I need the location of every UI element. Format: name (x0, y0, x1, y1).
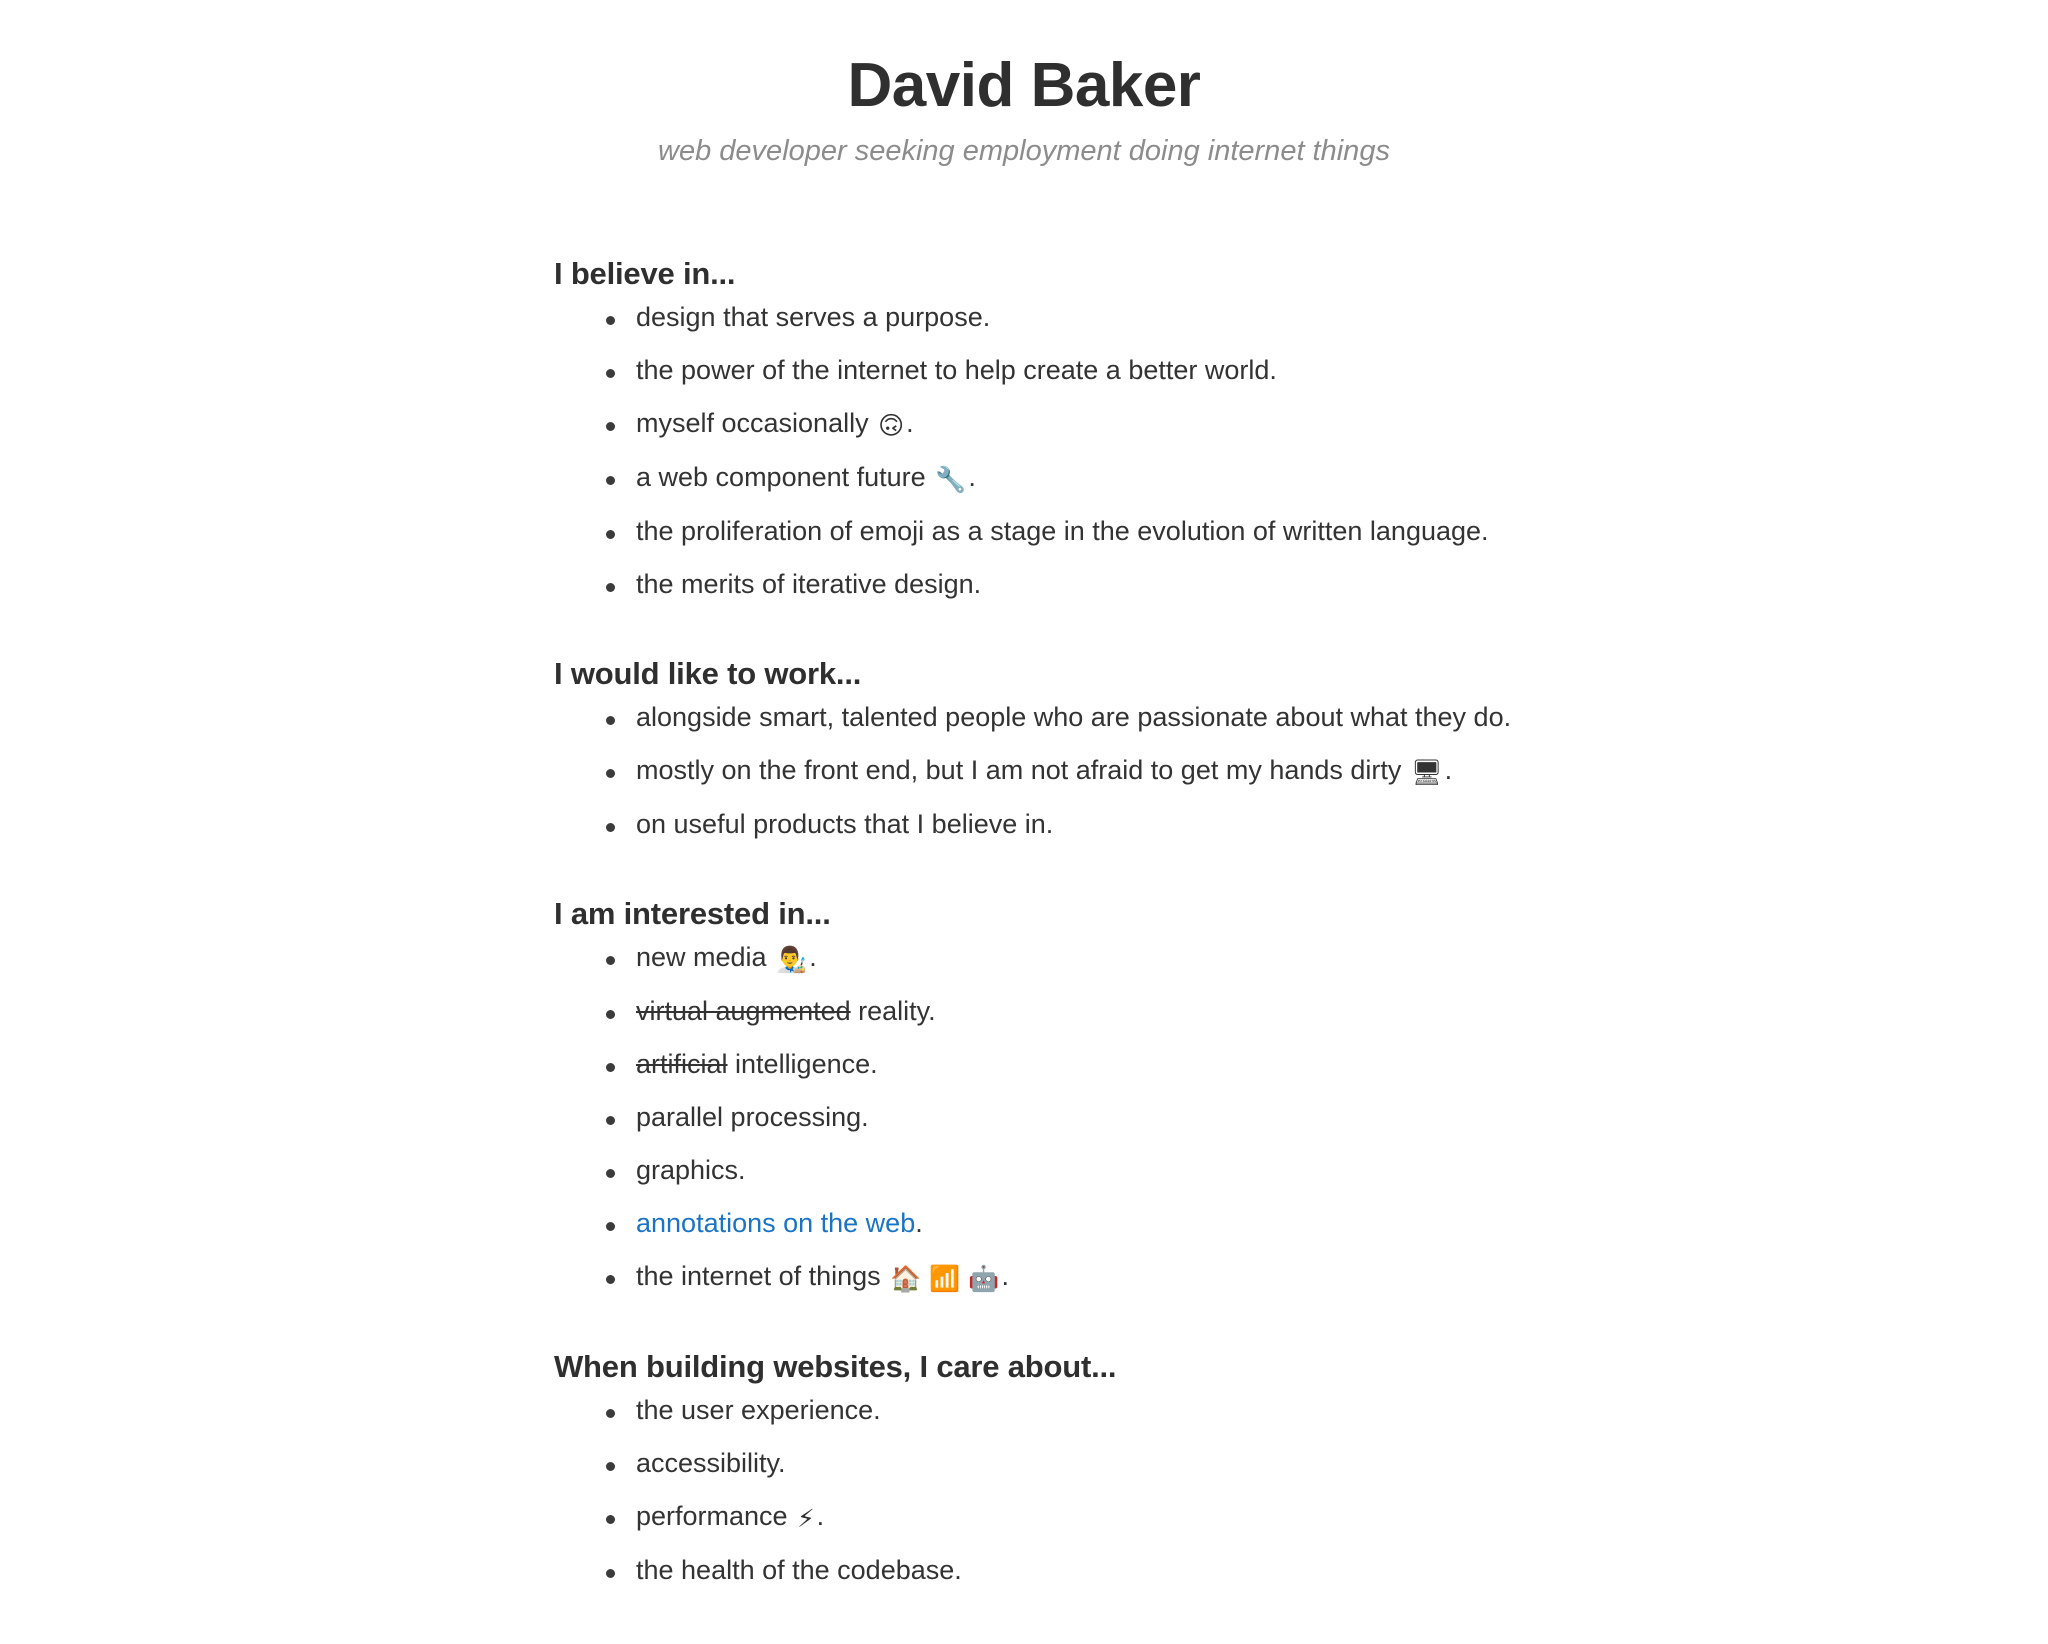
list-item-suffix: . (906, 408, 914, 439)
list-item-text: intelligence. (727, 1049, 878, 1080)
list-item (554, 1210, 1734, 1237)
list-item-text: the proliferation of emoji as a stage in the evolution of written language. (636, 516, 1489, 547)
section-i-believe-in (554, 256, 1734, 598)
list-item-text: on useful products that I believe in. (636, 809, 1054, 840)
list-item (554, 1157, 1734, 1184)
high-voltage-emoji: ⚡ (797, 1504, 815, 1534)
list-item-text: the internet of things (636, 1261, 889, 1292)
section-heading: When building websites, I care about... (554, 1349, 1117, 1385)
list-item (554, 755, 1734, 788)
list-item-text: the power of the internet to help create a better world. (636, 355, 1277, 386)
list-item-text: design that serves a purpose. (636, 302, 991, 333)
list-item-text: the health of the codebase. (636, 1555, 962, 1586)
list-item (554, 408, 1734, 441)
list-item (554, 1450, 1734, 1477)
wrench-emoji: 🔧 (935, 465, 967, 495)
list-item (554, 1557, 1734, 1584)
list-item (554, 998, 1734, 1025)
list-item-suffix: . (1444, 755, 1453, 786)
list-item (554, 462, 1734, 495)
list-item-text: a web component future (636, 462, 934, 493)
list-item (554, 1051, 1734, 1078)
website-values-list (554, 1397, 1734, 1584)
section-heading: I believe in... (554, 256, 736, 292)
list-item (554, 304, 1734, 331)
content-area (314, 256, 1734, 1584)
list-item-suffix: . (915, 1208, 923, 1239)
list-item (554, 704, 1734, 731)
desktop-computer-emoji: 🖥 (1410, 758, 1443, 788)
list-item (554, 1261, 1734, 1294)
list-item (554, 1104, 1734, 1131)
section-heading: I am interested in... (554, 896, 831, 932)
list-item-suffix: . (809, 942, 817, 973)
belief-list (554, 304, 1734, 598)
upside-down-face-emoji: 🙃 (878, 411, 905, 441)
page-tagline: web developer seeking employment doing internet things (658, 135, 1390, 168)
list-item-text: new media (636, 942, 775, 973)
list-item (554, 518, 1734, 545)
list-item-text: parallel processing. (636, 1102, 869, 1133)
section-i-would-like-to-work (554, 656, 1734, 838)
list-item-text: the user experience. (636, 1395, 881, 1426)
list-item-suffix: . (1001, 1261, 1009, 1292)
list-item-text: performance (636, 1501, 796, 1532)
list-item (554, 1501, 1734, 1534)
list-item-text: alongside smart, talented people who are passionate about what they do. (636, 702, 1512, 733)
annotations-on-the-web-link[interactable]: annotations on the web (636, 1208, 916, 1239)
list-item (554, 811, 1734, 838)
page-title: David Baker (847, 51, 1201, 120)
list-item (554, 357, 1734, 384)
section-i-am-interested-in (554, 896, 1734, 1294)
struck-text: artificial (636, 1049, 728, 1080)
list-item-suffix: . (968, 462, 976, 493)
struck-text: virtual augmented (636, 996, 851, 1027)
list-item-text: accessibility. (636, 1448, 786, 1479)
internet-of-things-emoji: 🏠 📶 🤖 (890, 1264, 1000, 1294)
list-item (554, 942, 1734, 975)
list-item-text: myself occasionally (636, 408, 877, 439)
list-item (554, 571, 1734, 598)
list-item-suffix: . (816, 1501, 825, 1532)
list-item (554, 1397, 1734, 1424)
work-preferences-list (554, 704, 1734, 838)
artist-emoji: 👨‍🎨 (776, 945, 808, 975)
interests-list (554, 942, 1734, 1294)
list-item-text: graphics. (636, 1155, 746, 1186)
list-item-text: the merits of iterative design. (636, 569, 982, 600)
list-item-text: reality. (850, 996, 936, 1027)
section-heading: I would like to work... (554, 656, 862, 692)
section-when-building-websites (554, 1349, 1734, 1584)
page-header (0, 50, 2048, 168)
list-item-text: mostly on the front end, but I am not afraid to get my hands dirty (636, 755, 1409, 786)
